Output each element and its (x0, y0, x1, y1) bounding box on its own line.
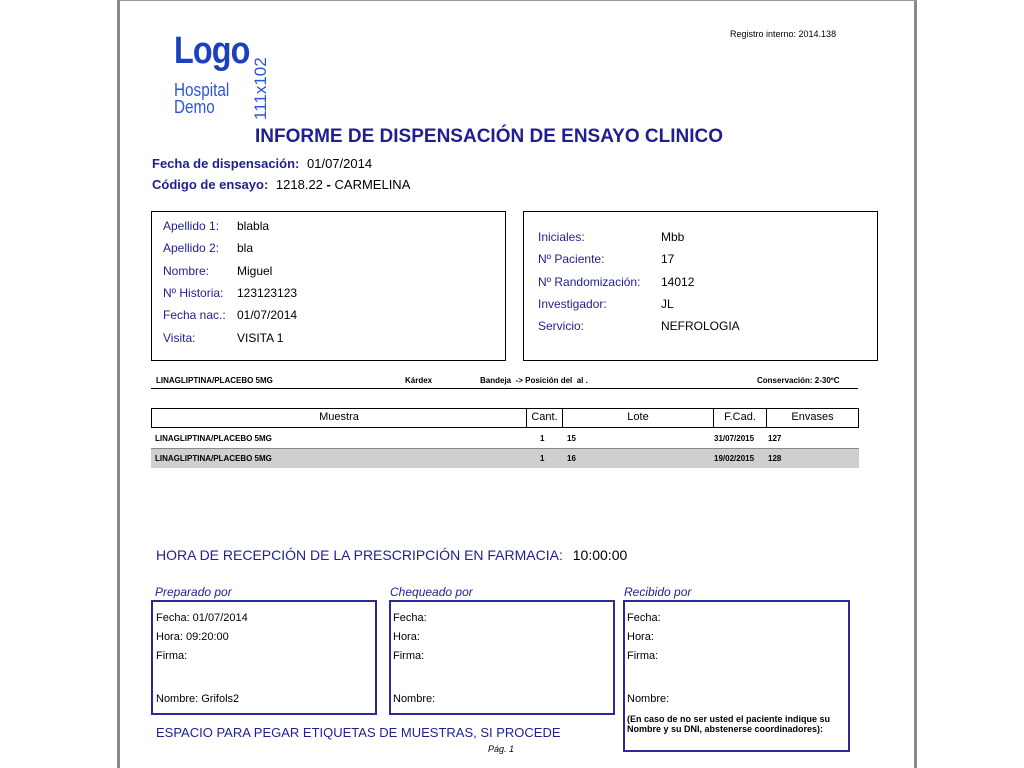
patient-right-value: Mbb (661, 230, 685, 244)
patient-right-label: Nº Paciente: (538, 252, 605, 267)
patient-left-value: Miguel (237, 263, 273, 278)
product-line-rule (151, 388, 858, 389)
codigo-ensayo-value: 1218.22 (275, 177, 323, 192)
row-envases: 128 (768, 454, 782, 463)
codigo-ensayo-separator: - (326, 177, 331, 192)
hora-recepcion-value: 10:00:00 (572, 547, 628, 563)
patient-left-label: Nombre: (163, 263, 210, 278)
row-cant: 1 (540, 454, 545, 463)
recibido-title: Recibido por (624, 585, 692, 599)
recibido-note: (En caso de no ser usted el paciente indique su Nombre y su DNI, abstenerse coordinadores): (627, 714, 831, 734)
patient-right-label: Nº Randomización: (538, 274, 641, 289)
codigo-ensayo (152, 177, 410, 192)
hora-recepcion (156, 547, 627, 563)
row-muestra: LINAGLIPTINA/PLACEBO 5MG (155, 454, 272, 463)
recibido-hora: Hora: (627, 631, 654, 643)
row-lote: 16 (567, 454, 576, 463)
codigo-ensayo-label: Código de ensayo: (152, 177, 269, 192)
patient-left-value: 123123123 (237, 285, 298, 300)
report-title: INFORME DE DISPENSACIÓN DE ENSAYO CLINICO (255, 126, 724, 147)
chequeado-firma: Firma: (393, 650, 425, 662)
hora-recepcion-label: HORA DE RECEPCIÓN DE LA PRESCRIPCIÓN EN FARMACIA: (156, 547, 563, 563)
registro-interno: Registro interno: 2014.138 (730, 29, 837, 39)
etiquetas-label: ESPACIO PARA PEGAR ETIQUETAS DE MUESTRAS, SI PROCEDE (156, 725, 561, 740)
bandeja-posicion: Bandeja -> Posición del al . (480, 376, 588, 385)
row-muestra: LINAGLIPTINA/PLACEBO 5MG (155, 434, 272, 443)
patient-right-label: Servicio: (538, 319, 585, 334)
row-lote: 15 (567, 434, 576, 443)
col-envases: Envases (791, 411, 834, 423)
fecha-dispensacion (152, 156, 372, 171)
fecha-dispensacion-value: 01/07/2014 (307, 156, 373, 171)
patient-left-value: VISITA 1 (237, 330, 284, 345)
chequeado-nombre: Nombre: (393, 693, 436, 705)
patient-left-value: 01/07/2014 (237, 308, 298, 323)
kardex: Kárdex (405, 376, 433, 385)
patient-right-label: Investigador: (538, 296, 607, 311)
row-envases: 127 (768, 434, 782, 443)
chequeado-hora: Hora: (393, 631, 420, 643)
preparado-hora: Hora: 09:20:00 (156, 631, 229, 643)
logo-line1: Hospital (174, 80, 230, 100)
product-name: LINAGLIPTINA/PLACEBO 5MG (156, 376, 273, 385)
recibido-fecha: Fecha: (627, 612, 661, 624)
chequeado-fecha: Fecha: (393, 612, 427, 624)
patient-left-value: bla (237, 241, 254, 256)
patient-right-label: Iniciales: (538, 230, 585, 244)
patient-left-value: blabla (237, 219, 270, 233)
patient-right-value: JL (661, 296, 674, 311)
patient-right-value: NEFROLOGIA (661, 319, 740, 334)
col-fcad: F.Cad. (724, 411, 756, 423)
preparado-nombre: Nombre: Grifols2 (156, 693, 240, 705)
page-left-edge (117, 0, 120, 768)
logo-line2: Demo (174, 97, 215, 117)
patient-left-label: Apellido 1: (163, 219, 220, 233)
preparado-fecha: Fecha: 01/07/2014 (156, 612, 248, 624)
page-number: Pág. 1 (488, 744, 515, 754)
recibido-nombre: Nombre: (627, 693, 670, 705)
table-header (151, 408, 859, 428)
patient-left-label: Apellido 2: (163, 241, 220, 256)
patient-left-label: Fecha nac.: (163, 308, 226, 323)
logo-word: Logo (174, 30, 250, 72)
row-fcad: 19/02/2015 (714, 454, 755, 463)
recibido-firma: Firma: (627, 650, 659, 662)
patient-right-value: 14012 (661, 274, 695, 289)
page-top-edge (120, 0, 916, 1)
patient-left-label: Nº Historia: (163, 285, 224, 300)
fecha-dispensacion-label: Fecha de dispensación: (152, 156, 300, 171)
conservacion: Conservación: 2-30ºC (757, 376, 840, 385)
codigo-ensayo-name: CARMELINA (334, 177, 411, 192)
chequeado-title: Chequeado por (390, 585, 473, 599)
preparado-firma: Firma: (156, 650, 188, 662)
table-row (151, 449, 859, 468)
col-lote: Lote (627, 411, 649, 423)
patient-right-value: 17 (661, 252, 675, 267)
preparado-title: Preparado por (155, 585, 232, 599)
row-fcad: 31/07/2015 (714, 434, 755, 443)
patient-left-label: Visita: (163, 330, 196, 345)
col-muestra: Muestra (319, 411, 359, 423)
col-cant: Cant. (531, 411, 558, 423)
row-cant: 1 (540, 434, 545, 443)
page-right-edge (914, 0, 917, 768)
table-row (151, 430, 859, 447)
logo-dimensions: 111x102 (251, 57, 270, 120)
